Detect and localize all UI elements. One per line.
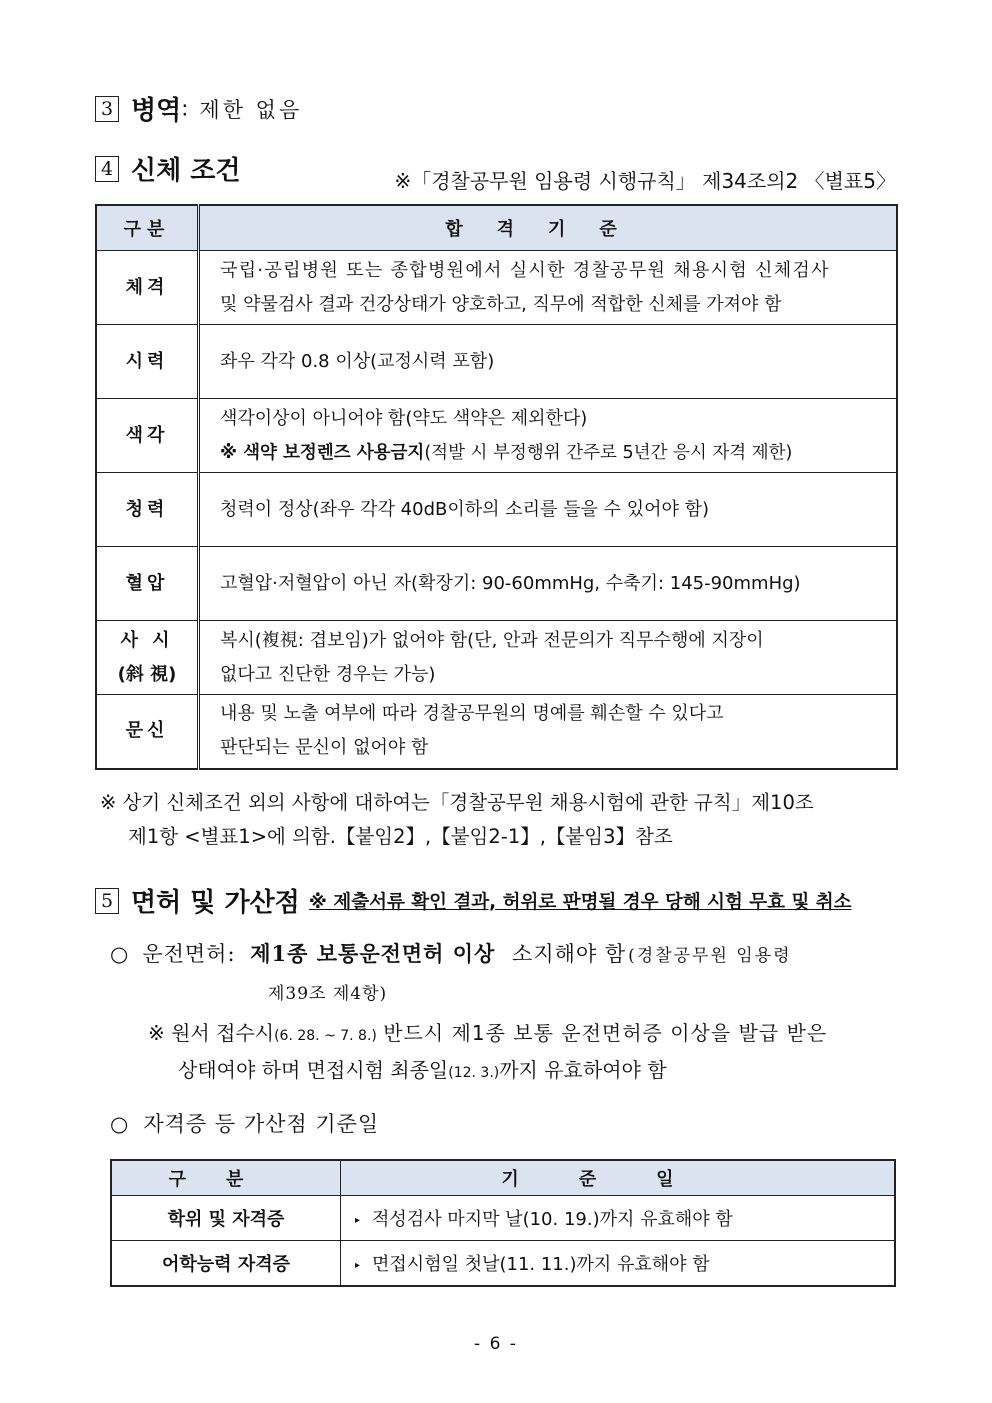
row-key: 색각 <box>96 399 199 473</box>
note-line <box>148 1016 827 1053</box>
bonus-title: 자격증 등 가산점 기준일 <box>143 1112 380 1136</box>
warning-bold: ※ 색약 보정렌즈 사용금지 <box>220 442 425 463</box>
row-key-line: 사 시 <box>120 629 174 651</box>
row-value <box>199 547 898 621</box>
section-note: ※ 제출서류 확인 결과, 허위로 판명될 경우 당해 시험 무효 및 취소 <box>308 891 852 913</box>
bonus-date-table <box>110 1159 896 1287</box>
row-value-text: 면접시험일 첫날(11. 11.)까지 유효해야 함 <box>372 1254 710 1275</box>
section-number-box: 4 <box>95 156 119 182</box>
row-value <box>341 1241 896 1287</box>
table-header-row <box>111 1160 895 1196</box>
table-header-row <box>96 205 897 251</box>
table-row <box>111 1241 895 1287</box>
note-text: 반드시 제1종 보통 운전면허증 이상을 발급 받은 <box>383 1021 828 1045</box>
table-row <box>111 1196 895 1241</box>
table-row <box>96 547 897 621</box>
row-key: 시력 <box>96 325 199 399</box>
license-ref-line2: 제39조 제4항) <box>268 984 388 1004</box>
row-key: 혈압 <box>96 547 199 621</box>
license-ref: (경찰공무원 임용령 <box>628 946 792 966</box>
license-bullet <box>110 938 900 968</box>
table-row <box>96 695 897 769</box>
note-line <box>148 1053 827 1090</box>
license-requirement: 제1종 보통운전면허 이상 <box>250 941 496 966</box>
table-row <box>96 251 897 325</box>
row-key: 어학능력 자격증 <box>111 1241 341 1287</box>
license-label: 운전면허: <box>142 942 236 966</box>
license-note <box>148 1016 827 1090</box>
value-line <box>220 436 882 470</box>
row-value-text: 적성검사 마지막 날(10. 19.)까지 유효해야 함 <box>372 1209 733 1230</box>
table-row <box>96 325 897 399</box>
value-line: 복시(複視: 겹보임)가 없어야 함(단, 안과 전문의가 직무수행에 지장이 <box>220 629 764 651</box>
row-key: 체격 <box>96 251 199 325</box>
row-key: 청력 <box>96 473 199 547</box>
section-title: 면허 및 가산점 <box>131 888 300 918</box>
note-text: 상태여야 하며 면접시험 최종일 <box>178 1058 449 1082</box>
section-text: 제한 없음 <box>199 97 303 122</box>
value-line: 없다고 진단한 경우는 가능) <box>220 663 436 685</box>
section-5-heading <box>95 882 852 919</box>
header-date: 기준일 <box>341 1160 896 1196</box>
value-line: 고혈압·저혈압이 아닌 자(확장기: 90-60mmHg, 수축기: 145-90mmHg) <box>220 572 801 594</box>
table-note <box>100 786 814 854</box>
value-line: 판단되는 문신이 없어야 함 <box>220 737 429 759</box>
note-text: 까지 유효하여야 함 <box>499 1058 667 1082</box>
section-4-heading <box>95 150 241 187</box>
row-key: 학위 및 자격증 <box>111 1196 341 1241</box>
note-date: (12. 3.) <box>448 1065 500 1081</box>
header-criteria: 합격기준 <box>199 205 898 251</box>
note-line: ※ 상기 신체조건 외의 사항에 대하여는「경찰공무원 채용시험에 관한 규칙」제10조 <box>100 791 814 814</box>
value-line: 색각이상이 아니어야 함(약도 색약은 제외한다) <box>220 407 588 429</box>
value-line: 및 약물검사 결과 건강상태가 양호하고, 직무에 적합한 신체를 가져야 함 <box>220 293 782 315</box>
bullet-icon: ○ <box>110 1112 130 1136</box>
row-value <box>199 325 898 399</box>
section-4-reference: ※「경찰공무원 임용령 시행규칙」 제34조의2 〈별표5〉 <box>394 169 896 193</box>
physical-requirements-table <box>95 204 898 770</box>
section-colon: : <box>181 96 189 121</box>
row-key-line: (斜 視) <box>117 663 177 685</box>
bullet-icon: ○ <box>110 942 129 966</box>
row-value <box>199 695 898 769</box>
section-3-heading <box>95 90 302 127</box>
row-value <box>199 399 898 473</box>
header-category: 구분 <box>111 1160 341 1196</box>
warning-rest: (적발 시 부정행위 간주로 5년간 응시 자격 제한) <box>424 442 793 463</box>
license-rest: 소지해야 함 <box>512 942 627 966</box>
note-date: (6. 28. ~ 7. 8.) <box>274 1028 377 1044</box>
section-number-box: 5 <box>95 888 119 914</box>
table-row <box>96 399 897 473</box>
row-key: 문신 <box>96 695 199 769</box>
triangle-bullet-icon: ▸ <box>355 1214 361 1226</box>
table-row <box>96 621 897 695</box>
section-title: 신체 조건 <box>131 156 241 186</box>
table-row <box>96 473 897 547</box>
value-line: 국립·공립병원 또는 종합병원에서 실시한 경찰공무원 채용시험 신체검사 <box>220 259 830 281</box>
triangle-bullet-icon: ▸ <box>355 1259 361 1271</box>
row-value <box>341 1196 896 1241</box>
row-key <box>96 621 199 695</box>
row-value <box>199 251 898 325</box>
note-text: ※ 원서 접수시 <box>148 1021 275 1045</box>
value-line: 청력이 정상(좌우 각각 40dB이하의 소리를 들을 수 있어야 함) <box>220 498 710 520</box>
bonus-bullet <box>110 1108 379 1138</box>
section-title: 병역 <box>131 96 182 126</box>
header-category: 구분 <box>96 205 199 251</box>
value-line: 내용 및 노출 여부에 따라 경찰공무원의 명예를 훼손할 수 있다고 <box>220 703 724 725</box>
section-number-box: 3 <box>95 96 119 122</box>
row-value <box>199 473 898 547</box>
row-value <box>199 621 898 695</box>
note-line: 제1항 <별표1>에 의함.【붙임2】,【붙임2-1】,【붙임3】참조 <box>128 825 673 848</box>
value-line: 좌우 각각 0.8 이상(교정시력 포함) <box>220 350 495 372</box>
page-number: - 6 - <box>474 1334 518 1354</box>
